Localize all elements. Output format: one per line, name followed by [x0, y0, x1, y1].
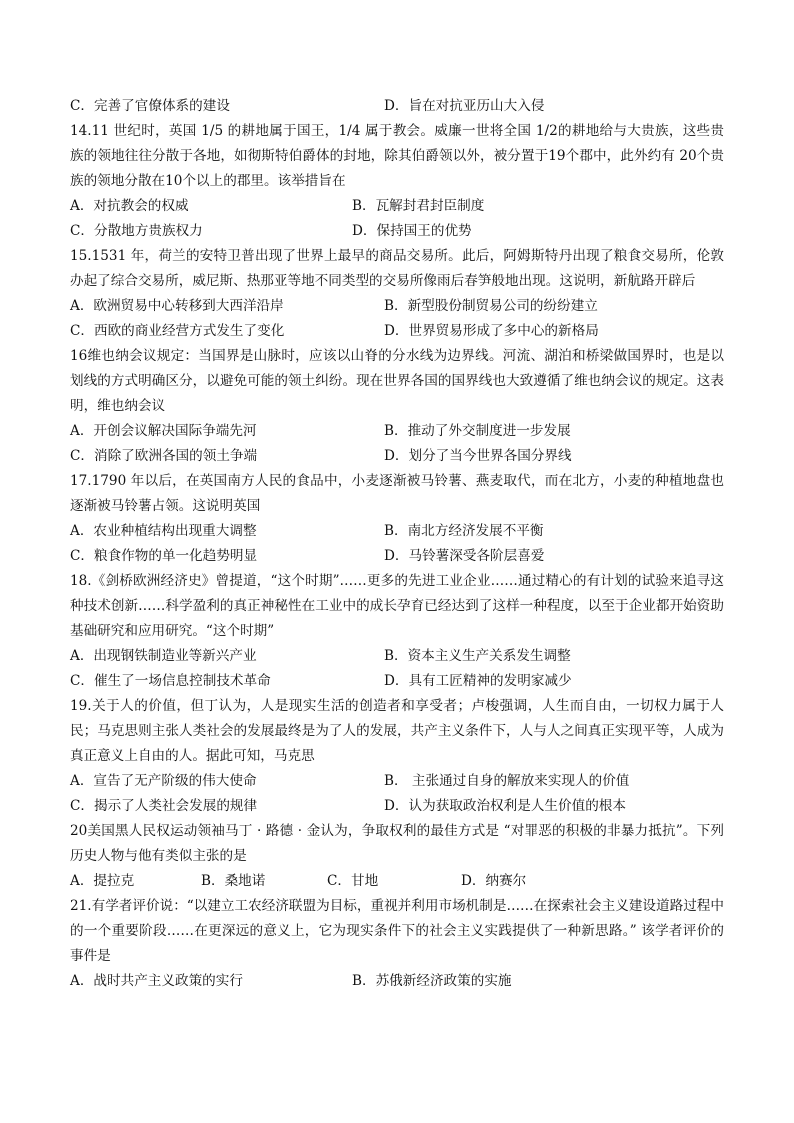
- question-18: [70, 569, 724, 694]
- option-d: D．旨在对抗亚历山大入侵: [384, 98, 545, 114]
- option-c: C．消除了欧洲各国的领土争端: [70, 448, 258, 464]
- question-stem: 21.有学者评价说：“以建立工农经济联盟为目标，重视并利用市场机制是……在探索社会主义建设道路过程中的一个重要阶段……在更深远的意义上，它为现实条件下的社会主义实践提供了一种新思路。” 该学者评价的事件是: [70, 898, 724, 964]
- option-c: C．西欧的商业经营方式发生了变化: [70, 323, 285, 339]
- option-a: A．提拉克: [70, 873, 135, 889]
- question-stem: 19.关于人的价值，但丁认为，人是现实生活的创造者和享受者；卢梭强调，人生而自由，一切权力属于人民；马克思则主张人类社会的发展最终是为了人的发展，共产主义条件下，人与人之间真正实现平等，人成为真正意义上自由的人。据此可知，马克思: [70, 698, 724, 764]
- question-stem: 15.1531 年，荷兰的安特卫普出现了世界上最早的商品交易所。此后，阿姆斯特丹出现了粮食交易所，伦敦办起了综合交易所，威尼斯、热那亚等地不同类型的交易所像雨后春笋般地出现。这说明，新航路开辟后: [70, 248, 724, 289]
- option-b: B．资本主义生产关系发生调整: [384, 648, 571, 664]
- option-a: A．对抗教会的权威: [70, 198, 189, 214]
- option-c: C．甘地: [327, 873, 379, 889]
- question-20: [70, 819, 724, 894]
- option-d: D．划分了当今世界各国分界线: [384, 448, 572, 464]
- prev-question-options: [70, 94, 724, 119]
- question-21: [70, 894, 724, 994]
- option-d: D．马铃薯深受各阶层喜爱: [384, 548, 545, 564]
- option-b: B．瓦解封君封臣制度: [352, 198, 485, 214]
- option-c: C．完善了官僚体系的建设: [70, 98, 230, 114]
- question-17: [70, 469, 724, 569]
- option-c: C．粮食作物的单一化趋势明显: [70, 548, 258, 564]
- option-a: A．出现钢铁制造业等新兴产业: [70, 648, 257, 664]
- question-16: [70, 344, 724, 469]
- option-b: B．桑地诺: [201, 873, 266, 889]
- option-d: D．认为获取政治权利是人生价值的根本: [384, 798, 626, 814]
- option-c: C．分散地方贵族权力: [70, 223, 203, 239]
- option-a: A．开创会议解决国际争端先河: [70, 423, 257, 439]
- option-b: B．南北方经济发展不平衡: [384, 523, 544, 539]
- option-b: B． 主张通过自身的解放来实现人的价值: [384, 773, 630, 789]
- option-a: A．农业种植结构出现重大调整: [70, 523, 257, 539]
- option-b: B．苏俄新经济政策的实施: [352, 973, 512, 989]
- option-d: D．世界贸易形成了多中心的新格局: [384, 323, 599, 339]
- exam-page: [70, 94, 724, 994]
- question-stem: 16维也纳会议规定：当国界是山脉时，应该以山脊的分水线为边界线。河流、湖泊和桥梁做国界时，也是以划线的方式明确区分，以避免可能的领土纠纷。现在世界各国的国界线也大致遵循了维也纳会议的规定。这表明，维也纳会议: [70, 348, 724, 414]
- question-15: [70, 244, 724, 344]
- question-stem: 14.11 世纪时，英国 1/5 的耕地属于国王，1/4 属于教会。威廉一世将全国 1/2的耕地给与大贵族，这些贵族的领地往往分散于各地，如彻斯特伯爵体的封地，除其伯爵领以外，被分置于19个郡中，此外约有 20个贵族的领地分散在10个以上的郡里。该举措旨在: [70, 123, 724, 189]
- question-19: [70, 694, 724, 819]
- option-b: B．推动了外交制度进一步发展: [384, 423, 571, 439]
- option-a: A．战时共产主义政策的实行: [70, 973, 243, 989]
- question-stem: 18.《剑桥欧洲经济史》曾提道，“这个时期”……更多的先进工业企业……通过精心的有计划的试验来追寻这种技术创新……科学盈利的真正神秘性在工业中的成长孕育已经达到了这样一种程度，以至于企业都开始资助基础研究和应用研究。“这个时期”: [70, 573, 724, 639]
- option-c: C．揭示了人类社会发展的规律: [70, 798, 258, 814]
- question-stem: 17.1790 年以后，在英国南方人民的食品中，小麦逐渐被马铃薯、燕麦取代，而在北方，小麦的种植地盘也逐渐被马铃薯占领。这说明英国: [70, 473, 724, 514]
- question-stem: 20美国黑人民权运动领袖马丁 · 路德 · 金认为，争取权利的最佳方式是 “对罪恶的积极的非暴力抵抗”。下列历史人物与他有类似主张的是: [70, 823, 724, 864]
- option-d: D．具有工匠精神的发明家减少: [384, 673, 572, 689]
- question-14: [70, 119, 724, 244]
- option-c: C．催生了一场信息控制技术革命: [70, 673, 271, 689]
- option-d: D．纳赛尔: [461, 873, 527, 889]
- option-a: A．宣告了无产阶级的伟大使命: [70, 773, 257, 789]
- option-b: B．新型股份制贸易公司的纷纷建立: [384, 298, 598, 314]
- option-a: A．欧洲贸易中心转移到大西洋沿岸: [70, 298, 284, 314]
- option-d: D．保持国王的优势: [352, 223, 472, 239]
